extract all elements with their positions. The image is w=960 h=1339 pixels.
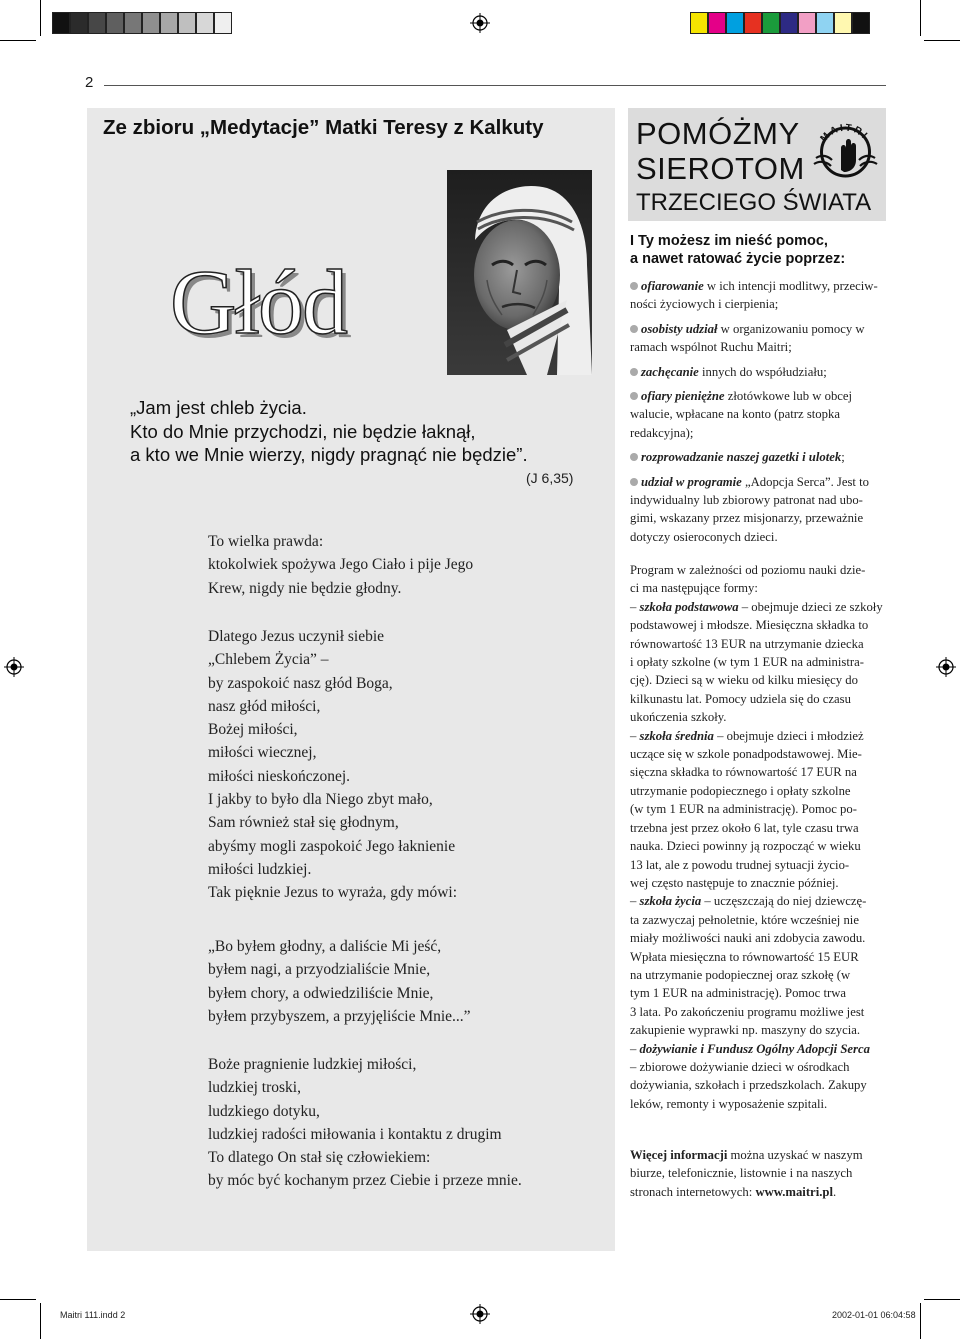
help-item-line: indywidualny lub zbiorowy patronat nad ubo- (630, 493, 863, 508)
registration-mark-icon (4, 657, 24, 677)
help-item-line: ramach wspólnot Ruchu Maitri; (630, 340, 792, 355)
poem-line: „Bo byłem głodny, a daliście Mi jeść, (208, 938, 442, 955)
program-description (630, 561, 886, 1113)
poem-stanza-4 (208, 1053, 522, 1193)
program-line: – dożywianie i Fundusz Ogólny Adopcji Serca (630, 1041, 870, 1056)
program-line: trzebna jest przez około 6 lat, tyle czasu trwa (630, 820, 859, 835)
poem-line: „Chlebem Życia” – (208, 651, 329, 669)
epigraph-reference: (J 6,35) (526, 470, 574, 486)
bullet-icon (630, 392, 638, 400)
portrait-photo (447, 170, 592, 375)
help-item (630, 387, 886, 442)
crop-mark (0, 1299, 36, 1300)
poem-line: byłem chory, a odwiedziliście Mnie, (208, 984, 434, 1002)
program-line: kilkunastu lat. Pomocy udziela się do czasu (630, 691, 851, 706)
program-line: dożywiania, szkołach i przedszkolach. Zakupy (630, 1078, 867, 1093)
program-line: – szkoła podstawowa – obejmuje dzieci ze szkoły (630, 599, 883, 614)
poem-line: Bożej miłości, (208, 721, 298, 739)
help-item (630, 448, 886, 466)
program-line: 13 lat, ale z powodu trudnej sytuacji życio- (630, 857, 850, 872)
poem-line: Krew, nigdy nie będzie głodny. (208, 579, 402, 597)
poem-stanza-3 (208, 935, 471, 1028)
promo-title-line: POMÓŻMY (636, 116, 800, 151)
help-item-line: osobisty udział w organizowaniu pomocy w (630, 320, 886, 338)
poem-line: miłości ludzkiej. (208, 860, 312, 878)
svg-text:MAITRI: MAITRI (818, 122, 871, 145)
ways-to-help-list (630, 277, 886, 546)
website-link[interactable]: www.maitri.pl (755, 1184, 833, 1199)
program-line: podstawowej i młodsze. Miesięczna składka to (630, 618, 869, 633)
epigraph (130, 396, 528, 467)
promo-subtitle: TRZECIEGO ŚWIATA (636, 189, 872, 216)
program-line: ci ma następujące formy: (630, 581, 758, 596)
poem-line: To dlatego On stał się człowiekiem: (208, 1149, 431, 1167)
help-item (630, 363, 886, 381)
poem-line: I jakby to było dla Niego zbyt mało, (208, 791, 433, 809)
help-item-line: walucie, wpłacane na konto (patrz stopka (630, 407, 840, 422)
bullet-icon (630, 325, 638, 333)
poem-line: nasz głód miłości, (208, 697, 321, 715)
bullet-icon (630, 478, 638, 486)
more-info-line: stronach internetowych: www.maitri.pl. (630, 1184, 837, 1199)
more-info-line: Więcej informacji można uzyskać w naszym (630, 1148, 863, 1162)
program-line: sięczna składka to równowartość 17 EUR na (630, 765, 857, 780)
header-rule (104, 85, 886, 86)
poem-line: byłem przybyszem, a przyjęliście Mnie...” (208, 1007, 471, 1025)
program-line: – szkoła średnia – obejmuje dzieci i młodzież (630, 728, 864, 743)
registration-mark-icon (936, 657, 956, 677)
help-item-line: dotyczy osieroconych dzieci. (630, 529, 778, 544)
program-line: ta zazwyczaj pełnoletnie, które wcześniej nie (630, 912, 859, 927)
footer-timestamp: 2002-01-01 06:04:58 (832, 1310, 916, 1320)
mother-teresa-portrait-icon (447, 170, 592, 375)
help-item-line: ofiary pieniężne złotówkowe lub w obcej (630, 387, 886, 405)
program-line: utrzymanie podopiecznego i opłaty szkolne (630, 783, 851, 798)
article-title: Głód (170, 251, 346, 353)
crop-mark (40, 1303, 41, 1339)
program-line: Wpłata miesięczna to równowartość 15 EUR (630, 949, 859, 964)
help-item (630, 277, 886, 314)
crop-mark (920, 0, 921, 36)
crop-mark (924, 1299, 960, 1300)
help-item-line: ofiarowanie w ich intencji modlitwy, przeciw- (630, 277, 886, 295)
promo-title-line: SIEROTOM (636, 151, 805, 186)
help-item-line: udział w programie „Adopcja Serca”. Jest to (630, 473, 886, 491)
program-line: – zbiorowe dożywianie dzieci w ośrodkach (630, 1059, 850, 1074)
help-item-line: rozprowadzanie naszej gazetki i ulotek; (630, 448, 886, 466)
crop-mark (0, 40, 36, 41)
crop-mark (920, 1303, 921, 1339)
help-item-line: zachęcanie innych do współudziału; (630, 363, 886, 381)
poem-line: byłem nagi, a przyodzialiście Mnie, (208, 961, 431, 979)
color-swatch-strip (690, 12, 870, 34)
intro-line: I Ty możesz im nieść pomoc, (630, 233, 828, 249)
footer-filename: Maitri 111.indd 2 (60, 1310, 126, 1320)
maitri-logo-icon (808, 112, 883, 187)
epigraph-line: „Jam jest chleb życia. (130, 397, 307, 418)
program-line: ukończenia szkoły. (630, 710, 727, 725)
program-line: (w tym 1 EUR na administrację). Pomoc po- (630, 802, 857, 817)
program-line: Program w zależności od poziomu nauki dzie- (630, 563, 866, 577)
poem-line: ludzkiej troski, (208, 1079, 301, 1097)
gray-swatch-strip (52, 12, 232, 34)
poem-line: ludzkiego dotyku, (208, 1102, 320, 1120)
program-line: miały możliwości nauki ani zdobycia zawodu. (630, 931, 866, 946)
page-number: 2 (85, 74, 94, 91)
program-line: uczące się w szkole ponadpodstawowej. Mie- (630, 747, 862, 762)
poem-stanza-1 (208, 530, 473, 600)
help-item-line: ności życiowych i cierpienia; (630, 297, 779, 312)
poem-line: Tak pięknie Jezus to wyraża, gdy mówi: (208, 884, 457, 902)
help-item-line: gimi, wskazany przez misjonarzy, przeważnie (630, 511, 864, 526)
program-line: nauka. Dzieci powinny ją rozpocząć w wieku (630, 839, 861, 854)
help-item-line: redakcyjna); (630, 425, 694, 440)
poem-line: Boże pragnienie ludzkiej miłości, (208, 1056, 417, 1073)
program-line: zakupienie wyprawki np. maszyny do szycia. (630, 1023, 861, 1038)
intro-line: a nawet ratować życie poprzez: (630, 251, 846, 267)
poem-line: abyśmy mogli zaspokoić Jego łaknienie (208, 837, 456, 855)
registration-mark-icon (470, 13, 490, 33)
more-info-line: biurze, telefonicznie, listownie i na naszych (630, 1166, 853, 1181)
program-line: 3 lata. Po zakończeniu programu możliwe jest (630, 1004, 865, 1019)
poem-line: by zaspokoić nasz głód Boga, (208, 674, 393, 692)
program-line: – szkoła życia – uczęszczają do niej dziewczę- (630, 894, 867, 909)
poem-line: by móc być kochanym przez Ciebie i przeze mnie. (208, 1172, 522, 1190)
bullet-icon (630, 453, 638, 461)
bullet-icon (630, 282, 638, 290)
program-line: cję). Dzieci są w wieku od kilku miesięcy do (630, 673, 858, 688)
help-item (630, 320, 886, 357)
poem-line: ktokolwiek spożywa Jego Ciało i pije Jego (208, 556, 474, 574)
epigraph-line: a kto we Mnie wierzy, nigdy pragnąć nie będzie”. (130, 444, 528, 465)
crop-mark (40, 0, 41, 36)
article-heading: Ze zbioru „Medytacje” Matki Teresy z Kalkuty (103, 116, 544, 139)
registration-mark-icon (470, 1304, 490, 1324)
program-line: wej często następuje to znacznie później. (630, 875, 839, 890)
bullet-icon (630, 368, 638, 376)
poem-line: miłości wiecznej, (208, 744, 317, 762)
program-line: równowartość 13 EUR na utrzymanie dziecka (630, 636, 864, 651)
program-line: leków, remonty i wyposażenie szpitali. (630, 1096, 828, 1111)
program-line: i opłaty szkolne (w tym 1 EUR na administra- (630, 655, 864, 670)
epigraph-line: Kto do Mnie przychodzi, nie będzie łaknął, (130, 420, 476, 442)
more-info (630, 1146, 886, 1201)
poem-line: To wielka prawda: (208, 533, 324, 550)
program-line: na utrzymanie podopiecznej oraz szkołę (w (630, 967, 851, 982)
poem-line: ludzkiej radości miłowania i kontaktu z drugim (208, 1125, 502, 1143)
crop-mark (924, 40, 960, 41)
poem-line: miłości nieskończonej. (208, 767, 351, 785)
poem-stanza-2 (208, 625, 457, 905)
poem-line: Sam również stał się głodnym, (208, 814, 399, 832)
poem-line: Dlatego Jezus uczynił siebie (208, 628, 385, 645)
program-line: tym 1 EUR na administrację). Pomoc trwa (630, 986, 846, 1001)
help-item (630, 473, 886, 547)
